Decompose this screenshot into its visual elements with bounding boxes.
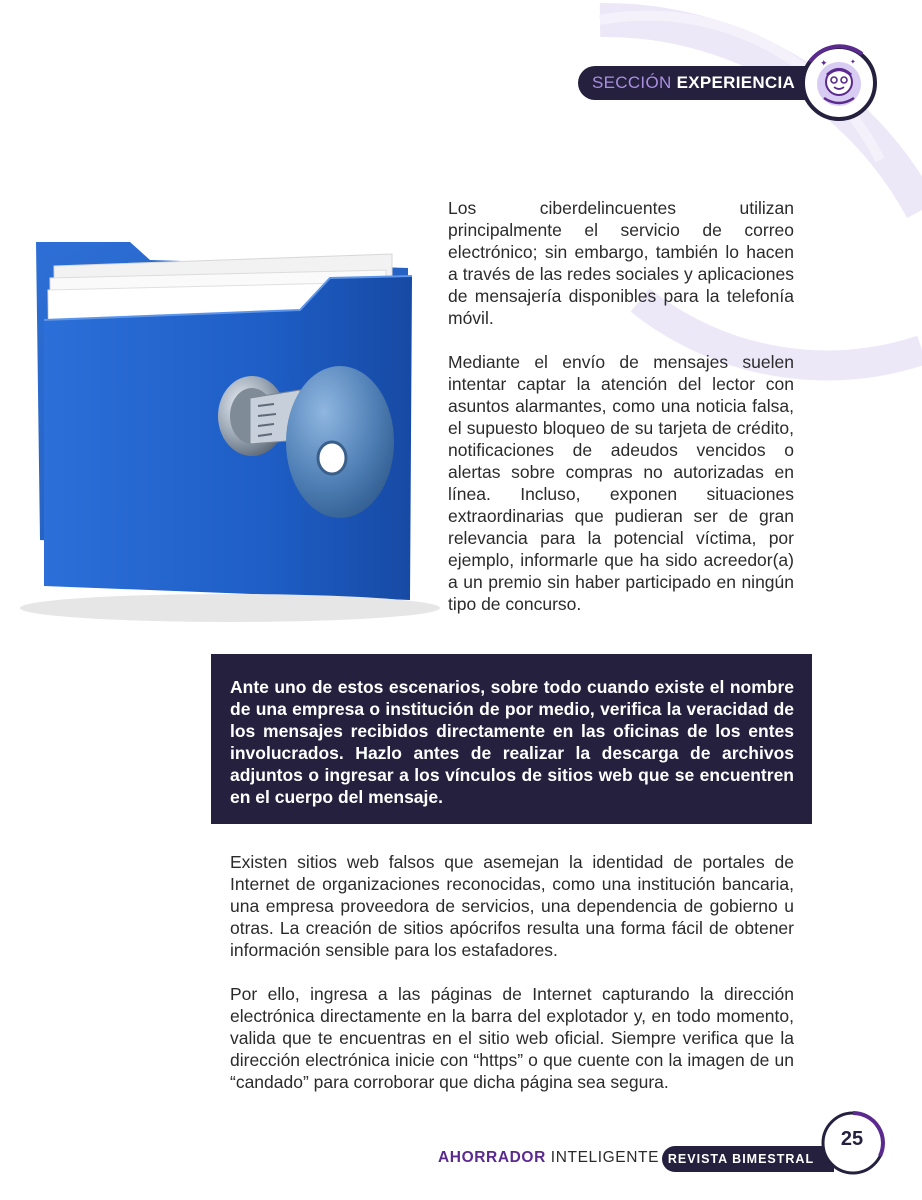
body-text (230, 851, 794, 1115)
svg-text:✦: ✦ (820, 59, 828, 69)
paragraph: Existen sitios web falsos que asemejan la identidad de portales de Internet de organizaciones reconocidas, como una institución bancaria, una empresa proveedora de servicios, una dependencia de gobierno u otras. La creación de sitios apócrifos resulta una forma fácil de obtener información sensible para los estafadores. (230, 852, 794, 960)
paragraph: Mediante el envío de mensajes suelen intentar captar la atención del lector con asuntos alarmantes, como una noticia falsa, el supuesto bloqueo de su tarjeta de crédito, notificaciones de adeudos vencidos o alertas sobre compras no autorizadas en línea. Incluso, exponen situaciones extraordinarias que pudieran ser de gran relevancia para la potencial víctima, por ejemplo, informarle que ha sido acreedor(a) a un premio sin haber participado en ningún tipo de concurso. (448, 352, 794, 614)
callout-box (211, 654, 812, 824)
section-label-light: SECCIÓN (592, 73, 672, 92)
section-label (578, 66, 828, 100)
intro-text (448, 197, 794, 637)
callout-text: Ante uno de estos escenarios, sobre todo cuando existe el nombre de una empresa o institución de por medio, verifica la veracidad de los mensajes recibidos directamente en las oficinas de los entes involucrados. Hazlo antes de realizar la descarga de archivos adjuntos o ingresar a los vínculos de sitios web que se encuentren en el cuerpo del mensaje. (230, 677, 794, 807)
page-number: 25 (840, 1128, 864, 1150)
svg-text:✦: ✦ (850, 58, 856, 66)
paragraph: Los ciberdelincuentes utilizan principalmente el servicio de correo electrónico; sin embargo, también lo hacen a través de las redes sociales y aplicaciones de mensajería disponibles para la telefonía móvil. (448, 198, 794, 328)
blue-folder-with-key-icon (0, 230, 440, 630)
footer-brand-bold: AHORRADOR (438, 1149, 546, 1166)
paragraph: Por ello, ingresa a las páginas de Internet capturando la dirección electrónica directamente en la barra del explotador y, en todo momento, valida que te encuentras en el sitio web oficial. Siempre verifica que la dirección electrónica inicie con “https” o que cuente con la imagen de un “candado” para corroborar que dicha página sea segura. (230, 984, 794, 1092)
character-face-icon (800, 44, 878, 122)
footer-brand-light: INTELIGENTE (550, 1149, 660, 1166)
footer-brand (438, 1149, 659, 1167)
section-label-bold: EXPERIENCIA (676, 73, 796, 92)
footer-magazine-label: REVISTA BIMESTRAL (662, 1146, 834, 1172)
